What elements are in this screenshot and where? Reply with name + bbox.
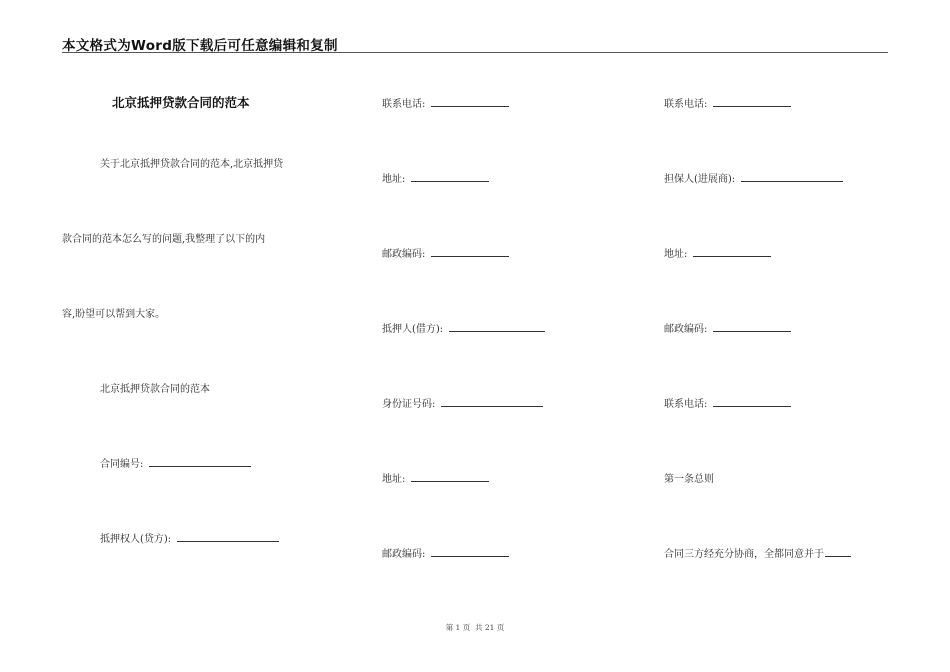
field-blank (411, 172, 489, 182)
middle-field-address (382, 170, 489, 185)
field-blank (713, 97, 791, 107)
footer-prefix: 第 (445, 623, 454, 632)
right-field-guarantor (664, 170, 843, 185)
intro-line-2: 款合同的范本怎么写的问题,我整理了以下的内 (62, 234, 266, 245)
right-field-address (664, 245, 771, 260)
middle-field-postcode-2 (382, 545, 509, 560)
field-blank (741, 172, 843, 182)
mortgagee-field (100, 530, 279, 545)
field-label: 联系电话: (382, 99, 426, 110)
field-label: 身份证号码: (382, 399, 436, 410)
document-title: 北京抵押贷款合同的范本 (112, 95, 250, 110)
current-page-number: 1 (455, 623, 461, 632)
mortgagee-blank (177, 532, 279, 542)
field-label: 抵押人(借方): (382, 324, 444, 335)
field-blank (431, 547, 509, 557)
field-label: 邮政编码: (664, 324, 708, 335)
field-blank (693, 247, 771, 257)
total-page-count: 21 (484, 623, 495, 632)
middle-field-id-number (382, 395, 543, 410)
article-one-text (664, 545, 851, 560)
article-one-heading: 第一条总则 (664, 474, 714, 485)
contract-number-blank (149, 457, 251, 467)
field-label: 邮政编码: (382, 549, 426, 560)
field-blank (431, 97, 509, 107)
mortgagee-label: 抵押权人(贷方): (100, 534, 172, 545)
contract-number-label: 合同编号: (100, 459, 144, 470)
field-blank (431, 247, 509, 257)
right-field-postcode (664, 320, 791, 335)
field-label: 地址: (382, 174, 406, 185)
field-blank (713, 322, 791, 332)
field-label: 联系电话: (664, 99, 708, 110)
article-one-line: 合同三方经充分协商，全都同意并于 (664, 549, 824, 560)
field-label: 邮政编码: (382, 249, 426, 260)
field-label: 担保人(进展商): (664, 174, 736, 185)
footer-mid: 页 共 (462, 623, 483, 632)
footer-suffix: 页 (496, 623, 505, 632)
field-label: 地址: (382, 474, 406, 485)
field-label: 地址: (664, 249, 688, 260)
middle-field-phone (382, 95, 509, 110)
page-footer (0, 622, 950, 633)
field-blank (713, 397, 791, 407)
middle-field-address-2 (382, 470, 489, 485)
contract-number-field (100, 455, 251, 470)
field-blank (441, 397, 543, 407)
intro-line-3: 容,盼望可以帮到大家。 (62, 309, 166, 320)
header-divider (62, 52, 888, 53)
middle-field-mortgagor (382, 320, 545, 335)
field-blank (449, 322, 545, 332)
field-label: 联系电话: (664, 399, 708, 410)
intro-line-1: 关于北京抵押贷款合同的范本,北京抵押贷 (100, 159, 284, 170)
contract-subtitle: 北京抵押贷款合同的范本 (100, 384, 210, 395)
document-header: 本文格式为Word版下载后可任意编辑和复制 (62, 38, 338, 54)
field-blank (411, 472, 489, 482)
right-field-phone-2 (664, 395, 791, 410)
middle-field-postcode (382, 245, 509, 260)
right-field-phone (664, 95, 791, 110)
date-blank (825, 547, 851, 557)
